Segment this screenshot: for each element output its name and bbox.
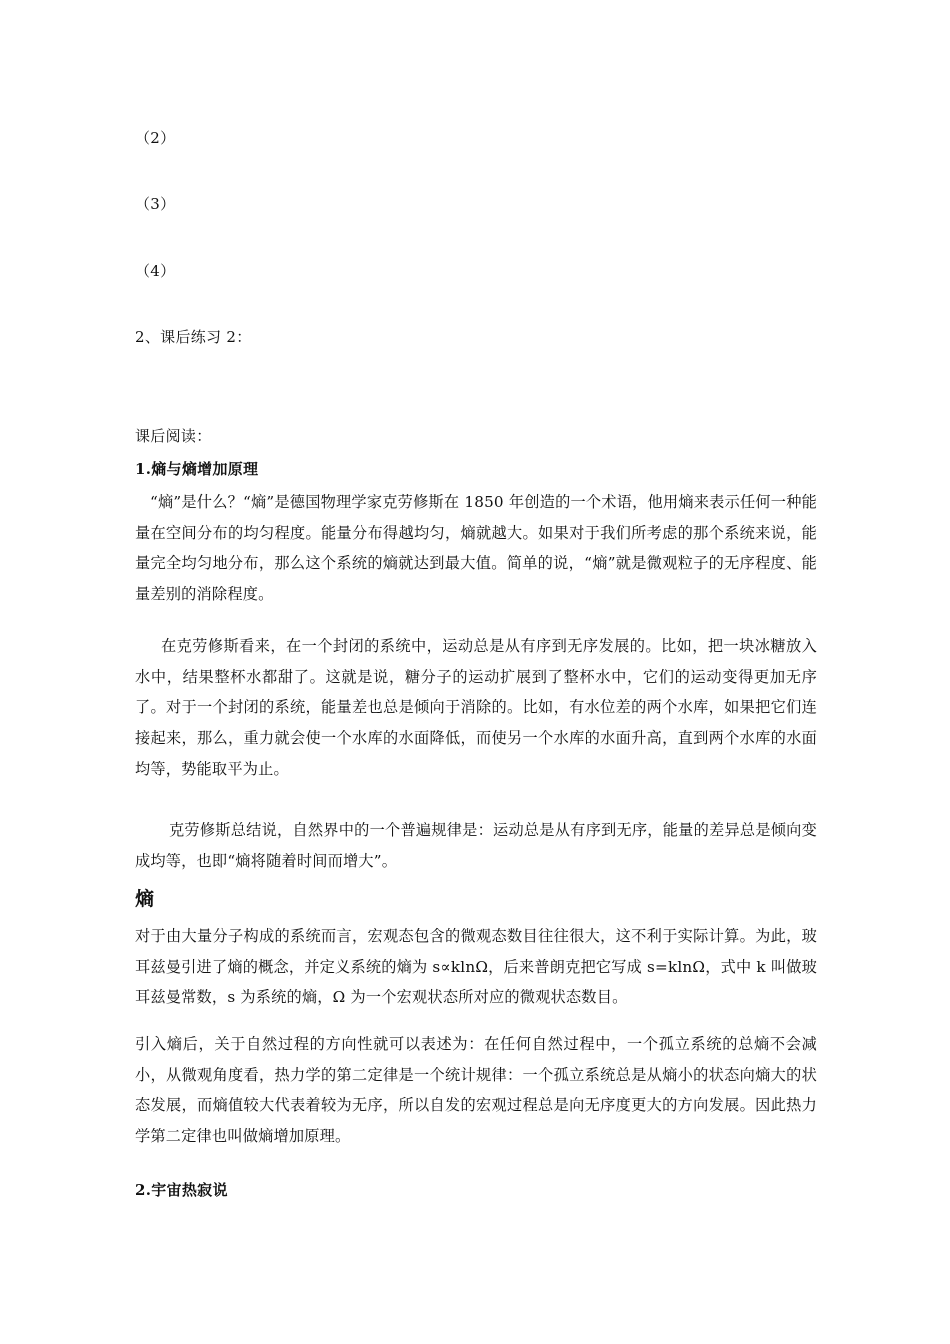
exercise-label: 2、课后练习 2： — [135, 328, 252, 346]
blank-item-3: （3） — [135, 195, 176, 213]
reading-label: 课后阅读： — [135, 427, 212, 445]
section-1-paragraph-2: 在克劳修斯看来，在一个封闭的系统中，运动总是从有序到无序发展的。比如，把一块冰糖放入水中，结果整杯水都甜了。这就是说，糖分子的运动扩展到了整杯水中，它们的运动变得更加无序了。对于一个封闭的系统，能量差也总是倾向于消除的。比如，有水位差的两个水库，如果把它们连接起来，那么，重力就会使一个水库的水面降低，而使另一个水库的水面升高，直到两个水库的水面均等，势能取平为止。 — [135, 637, 817, 778]
entropy-heading: 熵 — [135, 888, 155, 910]
entropy-paragraph-2: 引入熵后，关于自然过程的方向性就可以表述为：在任何自然过程中，一个孤立系统的总熵不会减小，从微观角度看，热力学的第二定律是一个统计规律：一个孤立系统总是从熵小的状态向熵大的状态发展，而熵值较大代表着较为无序，所以自发的宏观过程总是向无序度更大的方向发展。因此热力学第二定律也叫做熵增加原理。 — [135, 1035, 817, 1146]
section-2-title: 2.宇宙热寂说 — [135, 1181, 228, 1199]
section-1-paragraph-3: 克劳修斯总结说，自然界中的一个普遍规律是：运动总是从有序到无序，能量的差异总是倾向变成均等，也即“熵将随着时间而增大”。 — [135, 821, 817, 870]
blank-item-4: （4） — [135, 262, 176, 280]
blank-item-2: （2） — [135, 129, 176, 147]
entropy-paragraph-1: 对于由大量分子构成的系统而言，宏观态包含的微观态数目往往很大，这不利于实际计算。为此，玻耳兹曼引进了熵的概念，并定义系统的熵为 s∝klnΩ，后来普朗克把它写成 s=klnΩ，式中 k 叫做玻耳兹曼常数，s 为系统的熵，Ω 为一个宏观状态所对应的微观状态数目。 — [135, 927, 817, 1007]
section-1-paragraph-1: “熵”是什么？“熵”是德国物理学家克劳修斯在 1850 年创造的一个术语，他用熵来表示任何一种能量在空间分布的均匀程度。能量分布得越均匀，熵就越大。如果对于我们所考虑的那个系统来说，能量完全均匀地分布，那么这个系统的熵就达到最大值。简单的说，“熵”就是微观粒子的无序程度、能量差别的消除程度。 — [135, 493, 817, 604]
section-1-title: 1.熵与熵增加原理 — [135, 460, 259, 478]
